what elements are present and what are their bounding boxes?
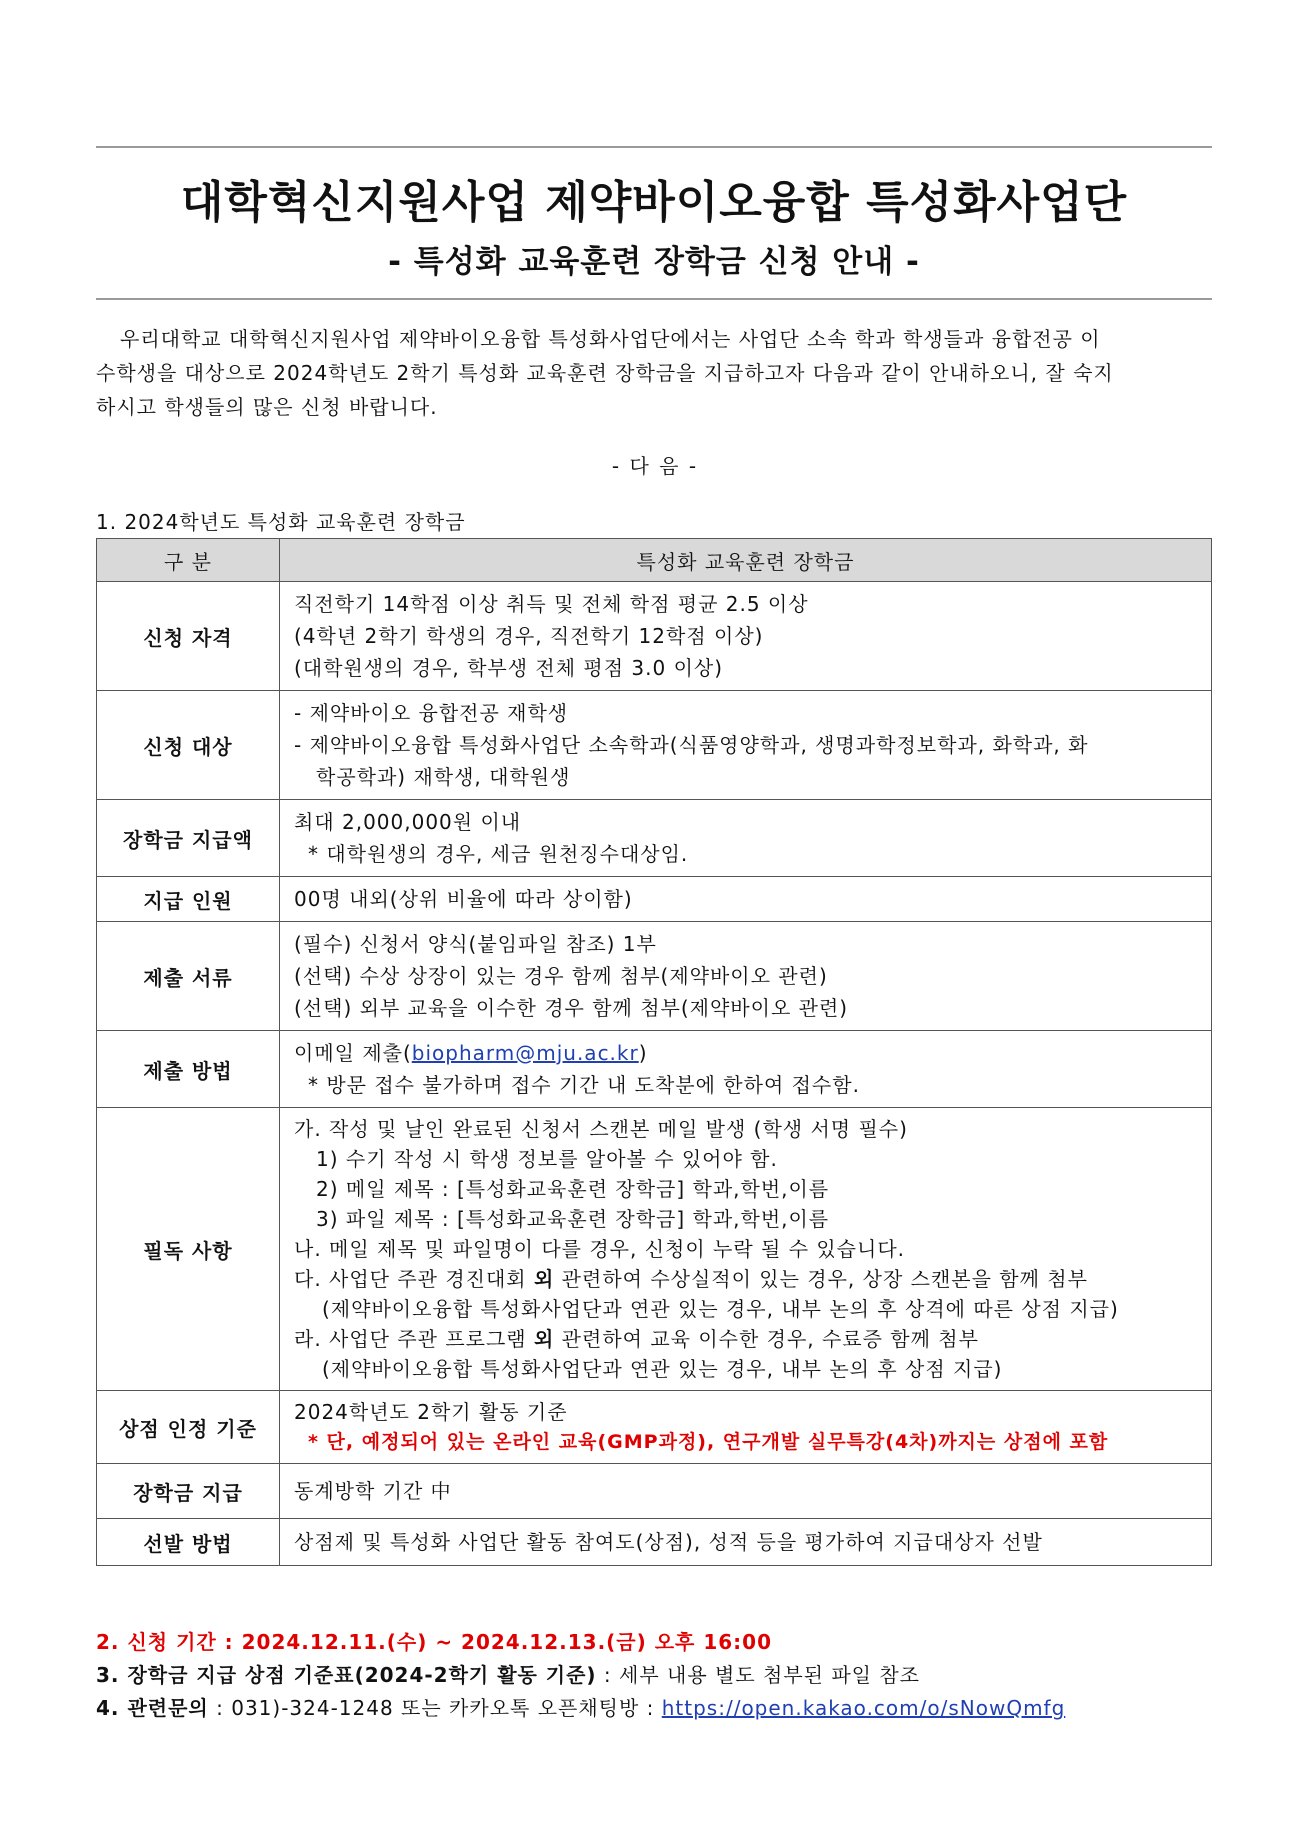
content-line: (선택) 외부 교육을 이수한 경우 함께 첨부(제약바이오 관련) [294, 996, 849, 1020]
row-content [280, 691, 1212, 800]
criteria-note [96, 1659, 1212, 1692]
intro-line: 수학생을 대상으로 2024학년도 2학기 특성화 교육훈련 장학금을 지급하고자 다음과 같이 안내하오니, 잘 숙지 [96, 361, 1114, 385]
table-row [97, 1519, 1212, 1566]
content-line: (필수) 신청서 양식(붙임파일 참조) 1부 [294, 932, 657, 956]
footer-notes [96, 1626, 1212, 1725]
content-line: 3) 파일 제목 : [특성화교육훈련 장학금] 학과,학번,이름 [316, 1207, 830, 1231]
table-row [97, 1464, 1212, 1519]
table-header-row [97, 539, 1212, 582]
text-span-bold: 외 [534, 1267, 555, 1291]
row-label: 신청 대상 [97, 691, 280, 800]
page-title: 대학혁신지원사업 제약바이오융합 특성화사업단 [180, 177, 1128, 228]
contact-label: 4. 관련문의 [96, 1696, 209, 1720]
content-line: 2) 메일 제목 : [특성화교육훈련 장학금] 학과,학번,이름 [316, 1177, 830, 1201]
table-row [97, 1391, 1212, 1464]
row-content [280, 1108, 1212, 1391]
row-label: 필독 사항 [97, 1108, 280, 1391]
page-subtitle: - 특성화 교육훈련 장학금 신청 안내 - [388, 244, 920, 280]
content-line: - 제약바이오융합 특성화사업단 소속학과(식품영양학과, 생명과학정보학과, 화학과, 화 [294, 733, 1089, 757]
intro-line: 하시고 학생들의 많은 신청 바랍니다. [96, 395, 438, 419]
content-line: * 방문 접수 불가하며 접수 기간 내 도착분에 한하여 접수함. [308, 1073, 860, 1097]
table-row [97, 1031, 1212, 1108]
row-label: 선발 방법 [97, 1519, 280, 1566]
email-link[interactable]: biopharm@mju.ac.kr [411, 1041, 639, 1065]
text-span: 관련하여 교육 이수한 경우, 수료증 함께 첨부 [554, 1327, 979, 1351]
content-line: 직전학기 14학점 이상 취득 및 전체 학점 평균 2.5 이상 [294, 592, 809, 616]
row-label: 장학금 지급 [97, 1464, 280, 1519]
content-line: 1) 수기 작성 시 학생 정보를 알아볼 수 있어야 함. [316, 1147, 778, 1171]
table-row [97, 922, 1212, 1031]
criteria-text: : 세부 내용 별도 첨부된 파일 참조 [596, 1663, 920, 1687]
row-content [280, 800, 1212, 877]
content-line [294, 1264, 1197, 1294]
contact-note [96, 1692, 1212, 1725]
row-label: 제출 방법 [97, 1031, 280, 1108]
content-line: * 대학원생의 경우, 세금 원천징수대상임. [308, 842, 689, 866]
row-content [280, 1031, 1212, 1108]
row-content [280, 1519, 1212, 1566]
row-content [280, 582, 1212, 691]
kakao-link[interactable]: https://open.kakao.com/o/sNowQmfg [661, 1696, 1066, 1720]
table-row [97, 800, 1212, 877]
content-line: (4학년 2학기 학생의 경우, 직전학기 12학점 이상) [294, 624, 764, 648]
table-row [97, 582, 1212, 691]
contact-text: : 031)-324-1248 또는 카카오톡 오픈채팅방 : [208, 1696, 662, 1720]
top-rule [96, 146, 1212, 148]
text-span: 라. 사업단 주관 프로그램 [294, 1327, 534, 1351]
table-row [97, 1108, 1212, 1391]
scholarship-table [96, 538, 1212, 1566]
table-header-scholarship: 특성화 교육훈련 장학금 [280, 539, 1212, 582]
title-bottom-rule [96, 298, 1212, 300]
content-line [294, 1324, 1197, 1354]
content-line: (선택) 수상 상장이 있는 경우 함께 첨부(제약바이오 관련) [294, 964, 828, 988]
red-notice-line: * 단, 예정되어 있는 온라인 교육(GMP과정), 연구개발 실무특강(4차)까지는 상점에 포함 [308, 1431, 1109, 1453]
table-header-category: 구 분 [97, 539, 280, 582]
table-row [97, 877, 1212, 922]
content-line [294, 1037, 1197, 1069]
email-prefix: 이메일 제출( [294, 1041, 412, 1065]
row-content [280, 1391, 1212, 1464]
row-label: 상점 인정 기준 [97, 1391, 280, 1464]
row-label: 제출 서류 [97, 922, 280, 1031]
text-span-bold: 외 [534, 1327, 555, 1351]
content-line: 나. 메일 제목 및 파일명이 다를 경우, 신청이 누락 될 수 있습니다. [294, 1237, 906, 1261]
application-period: 2. 신청 기간 : 2024.12.11.(수) ~ 2024.12.13.(금) 오후 16:00 [96, 1630, 772, 1654]
section-1-title: 1. 2024학년도 특성화 교육훈련 장학금 [96, 510, 466, 534]
text-span: 관련하여 수상실적이 있는 경우, 상장 스캔본을 함께 첨부 [554, 1267, 1088, 1291]
content-line: 가. 작성 및 날인 완료된 신청서 스캔본 메일 발생 (학생 서명 필수) [294, 1117, 908, 1141]
content-line: - 제약바이오 융합전공 재학생 [294, 701, 569, 725]
content-line: (대학원생의 경우, 학부생 전체 평점 3.0 이상) [294, 656, 724, 680]
content-line: 최대 2,000,000원 이내 [294, 810, 522, 834]
text-span: 다. 사업단 주관 경진대회 [294, 1267, 534, 1291]
row-label: 지급 인원 [97, 877, 280, 922]
row-content [280, 1464, 1212, 1519]
content-line: 상점제 및 특성화 사업단 활동 참여도(상점), 성적 등을 평가하여 지급대상자 선발 [294, 1530, 1043, 1554]
email-suffix: ) [638, 1041, 648, 1065]
intro-paragraph [96, 322, 1212, 424]
content-line: (제약바이오융합 특성화사업단과 연관 있는 경우, 내부 논의 후 상점 지급) [322, 1357, 1003, 1381]
content-line: (제약바이오융합 특성화사업단과 연관 있는 경우, 내부 논의 후 상격에 따른 상점 지급) [322, 1297, 1119, 1321]
content-line: 학공학과) 재학생, 대학원생 [316, 765, 571, 789]
row-content [280, 922, 1212, 1031]
content-line: 동계방학 기간 中 [294, 1479, 452, 1503]
content-line: 00명 내외(상위 비율에 따라 상이함) [294, 887, 633, 911]
row-label: 신청 자격 [97, 582, 280, 691]
table-row [97, 691, 1212, 800]
row-label: 장학금 지급액 [97, 800, 280, 877]
row-content [280, 877, 1212, 922]
da-eum-heading: - 다 음 - [611, 454, 697, 478]
intro-line: 우리대학교 대학혁신지원사업 제약바이오융합 특성화사업단에서는 사업단 소속 학과 학생들과 융합전공 이 [120, 327, 1101, 351]
content-line: 2024학년도 2학기 활동 기준 [294, 1400, 568, 1424]
criteria-label: 3. 장학금 지급 상점 기준표(2024-2학기 활동 기준) [96, 1663, 597, 1687]
